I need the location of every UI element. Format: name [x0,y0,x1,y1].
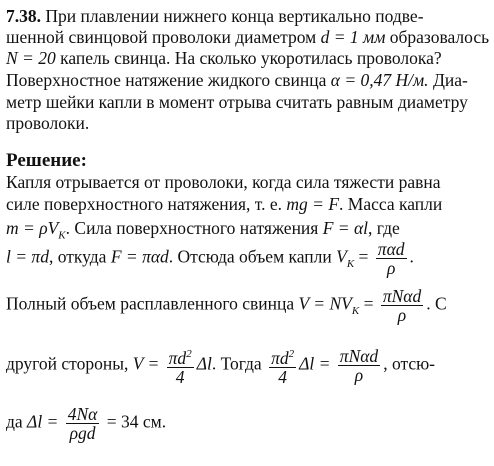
formula: m = ρV [6,218,59,238]
surface-tension-value: α = 0,47 Н/м. [330,70,429,90]
formula: F = αl [322,218,369,238]
fraction-denominator: ρ [386,258,396,278]
fraction-denominator: 4 [175,366,185,387]
solution-line-5 [6,287,447,324]
formula: V = NV [298,293,352,314]
fraction [376,240,407,277]
fraction [167,345,194,386]
fraction-denominator: ρ [354,364,364,385]
fraction-numerator: παd [377,239,405,259]
solution-line-6 [6,345,435,386]
formula: Δl = [27,411,63,432]
solution-line-3 [6,218,400,242]
fraction-numerator: 4Nα [67,404,98,424]
solution-line-1 [6,172,441,193]
formula: = 34 см. [102,411,167,432]
solution-text: Полный объем расплавленного свинца [6,293,295,314]
fraction-denominator: ρgd [69,423,96,443]
fraction-numerator: πNαd [339,345,379,366]
diameter-value: d = 1 мм [320,27,386,47]
formula: = [354,246,373,267]
fraction-numerator: πNαd [382,286,422,306]
fraction-numerator: $\pi d^2$ [167,345,194,368]
solution-line-2 [6,194,442,215]
solution-text: да [6,411,23,432]
formula: V = [132,353,164,374]
formula: l = πd [6,246,49,267]
problem-line-3 [6,48,442,69]
formula: Δl [196,353,212,374]
problem-text: образовалось [389,27,490,47]
problem-text: проволоки. [6,113,90,133]
problem-text: Диа- [432,70,468,90]
solution-text: . Тогда [211,353,262,374]
problem-line-2 [6,27,489,48]
formula: Δl = [299,353,335,374]
subscript: K [58,229,66,242]
subscript: K [346,258,355,271]
solution-text: , отсю- [383,353,435,374]
solution-line-7 [6,405,166,442]
solution-text: силе поверхностного натяжения, т. е. [6,194,283,214]
problem-line-6 [6,113,89,134]
problem-text: Поверхностное натяжение жидкого свинца [6,70,327,90]
formula: V [336,246,347,267]
fraction [338,347,380,384]
problem-line-5 [6,92,468,113]
drops-count: N = 20 [6,48,56,68]
solution-text: , откуда [48,246,107,267]
formula: F = παd [110,246,169,267]
problem-text: шенной свинцовой проволоки диаметром [6,27,317,47]
fraction [66,405,100,442]
solution-text: . Отсюда объем капли [168,246,332,267]
problem-number: 7.38. [6,6,41,26]
subscript: K [351,305,360,318]
solution-text: Капля отрывается от проволоки, когда сила тяжести равна [6,172,441,192]
fraction-denominator: ρ [397,305,407,325]
problem-text: метр шейки капли в момент отрыва считать равным диаметру [6,92,468,112]
fraction-numerator: $\pi d^2$ [269,345,296,368]
fraction [269,345,296,386]
problem-text: капель свинца. На сколько укоротилась проволока? [60,48,442,68]
solution-text: другой стороны, [6,353,129,374]
solution-line-4: l = πd, откуда F = παd. Отсюда объем капли $V_K$ = $\frac{\text{παd}}{\rho}$ . [6,239,414,278]
problem-text: При плавлении нижнего конца вертикально подве- [45,6,424,26]
solution-text: . С [426,293,447,314]
solution-text: . Сила поверхностного натяжения [65,218,319,238]
problem-line-1 [6,6,424,27]
solution-text: . Масса капли [339,194,443,214]
problem-line-4 [6,70,468,91]
solution-heading: Решение: [6,150,87,171]
fraction-denominator: 4 [278,366,287,387]
fraction [381,287,423,324]
formula: mg = F [286,194,340,214]
formula: = [359,293,378,314]
solution-text: , где [368,218,400,238]
